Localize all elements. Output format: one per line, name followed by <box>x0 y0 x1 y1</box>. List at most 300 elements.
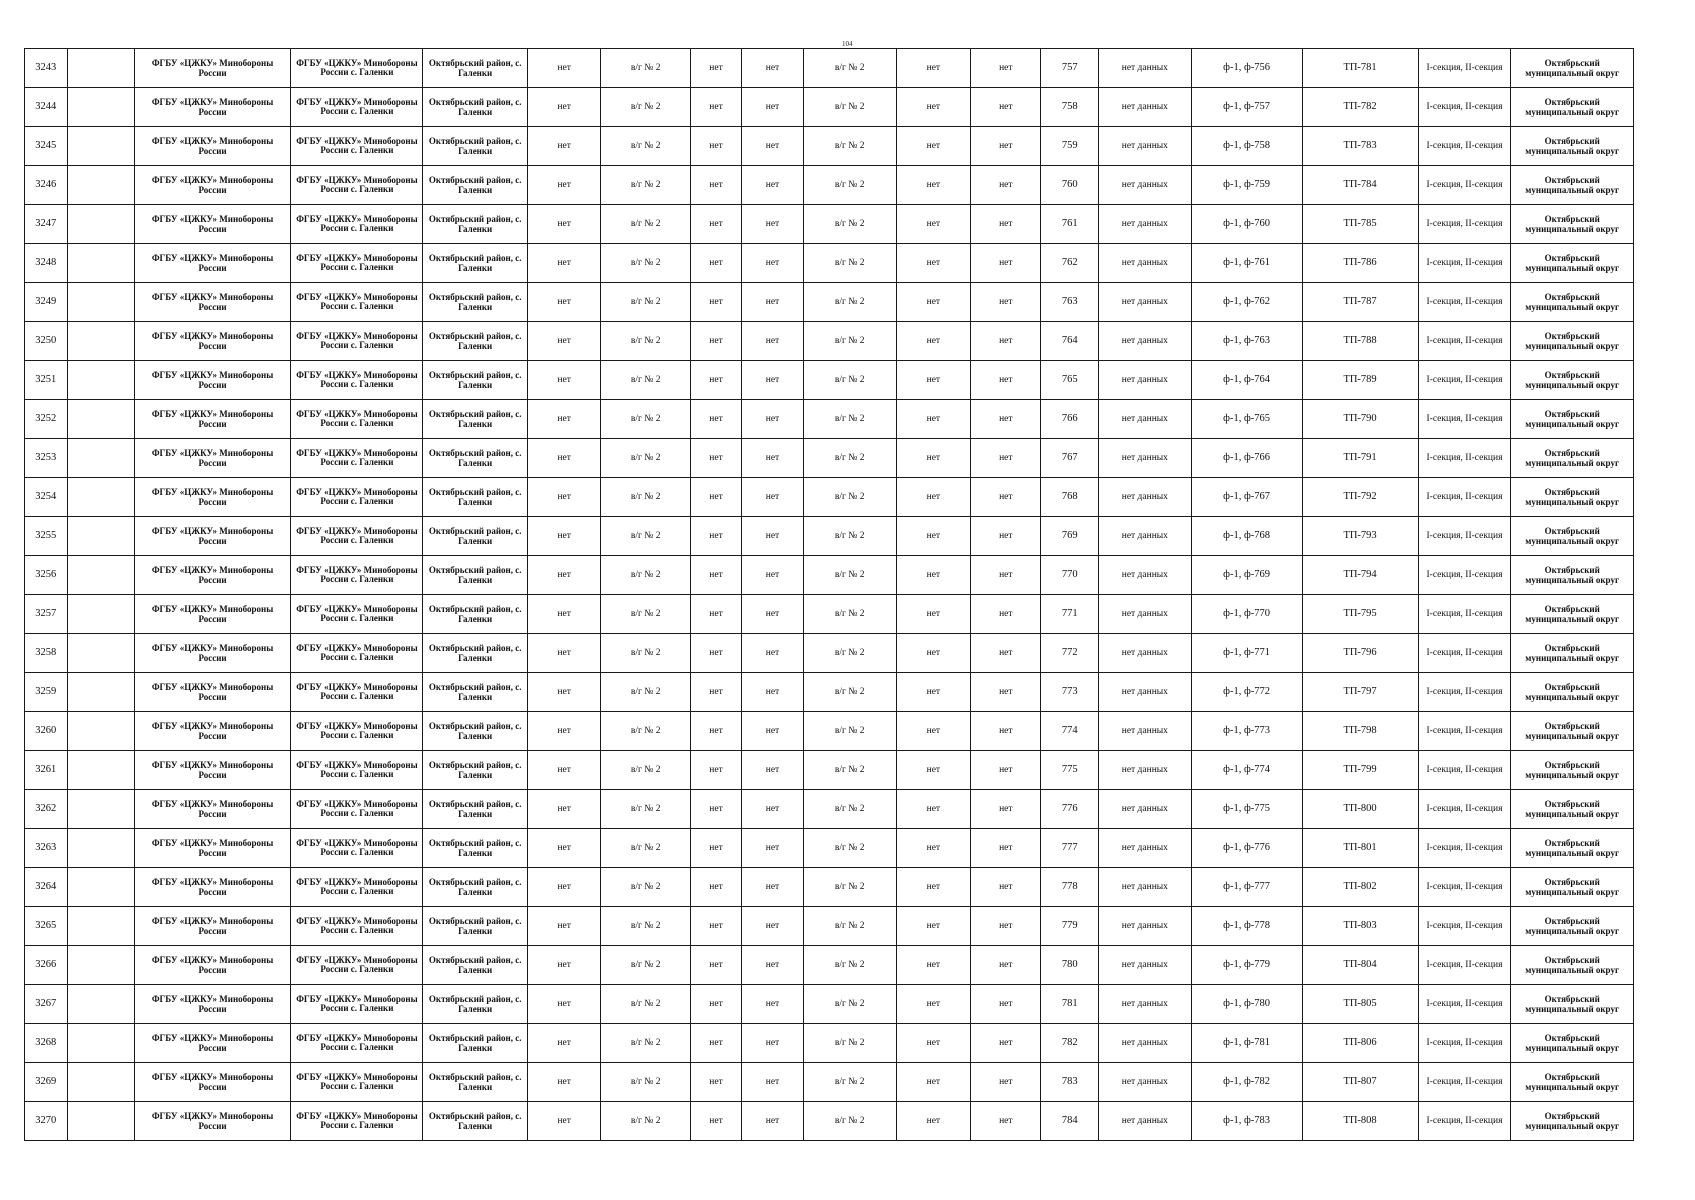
col11-cell: нет <box>971 205 1041 244</box>
col11-cell: нет <box>971 985 1041 1024</box>
address-cell: Октябрьский район, с. Галенки <box>423 478 527 517</box>
row-number: 3244 <box>25 88 68 127</box>
owner-cell: ФГБУ «ЦЖКУ» Минобороны России <box>134 1024 291 1063</box>
substation-cell: ТП-783 <box>1302 127 1418 166</box>
row-number: 3258 <box>25 634 68 673</box>
substation-cell: ТП-788 <box>1302 322 1418 361</box>
row-number: 3261 <box>25 751 68 790</box>
col9-cell: в/г № 2 <box>803 478 896 517</box>
col7-cell: нет <box>690 361 741 400</box>
col9-cell: в/г № 2 <box>803 400 896 439</box>
substation-cell: ТП-797 <box>1302 673 1418 712</box>
col10-cell: нет <box>896 439 971 478</box>
col10-cell: нет <box>896 1024 971 1063</box>
point-number-cell: 780 <box>1041 946 1099 985</box>
col7-cell: нет <box>690 1102 741 1141</box>
table-row <box>25 88 1634 127</box>
substation-cell: ТП-805 <box>1302 985 1418 1024</box>
col10-cell: нет <box>896 595 971 634</box>
table-row <box>25 166 1634 205</box>
col10-cell: нет <box>896 322 971 361</box>
col5-cell: нет <box>527 595 601 634</box>
table-row <box>25 751 1634 790</box>
col8-cell: нет <box>742 790 804 829</box>
feeder-cell: ф-1, ф-768 <box>1191 517 1302 556</box>
empty-cell <box>67 595 134 634</box>
table-row <box>25 439 1634 478</box>
holder-cell: ФГБУ «ЦЖКУ» Минобороны России с. Галенки <box>291 595 423 634</box>
municipal-district-cell: Октябрьский муниципальный округ <box>1511 439 1634 478</box>
municipal-district-cell: Октябрьский муниципальный округ <box>1511 634 1634 673</box>
col6-cell: в/г № 2 <box>601 205 691 244</box>
col11-cell: нет <box>971 829 1041 868</box>
status-cell: нет данных <box>1098 517 1191 556</box>
substation-cell: ТП-796 <box>1302 634 1418 673</box>
sections-cell: I-секция, II-секция <box>1418 478 1511 517</box>
col5-cell: нет <box>527 49 601 88</box>
empty-cell <box>67 127 134 166</box>
col8-cell: нет <box>742 400 804 439</box>
holder-cell: ФГБУ «ЦЖКУ» Минобороны России с. Галенки <box>291 985 423 1024</box>
feeder-cell: ф-1, ф-772 <box>1191 673 1302 712</box>
col5-cell: нет <box>527 517 601 556</box>
point-number-cell: 763 <box>1041 283 1099 322</box>
col11-cell: нет <box>971 244 1041 283</box>
col5-cell: нет <box>527 244 601 283</box>
row-number: 3269 <box>25 1063 68 1102</box>
owner-cell: ФГБУ «ЦЖКУ» Минобороны России <box>134 322 291 361</box>
address-cell: Октябрьский район, с. Галенки <box>423 1024 527 1063</box>
col7-cell: нет <box>690 556 741 595</box>
col6-cell: в/г № 2 <box>601 439 691 478</box>
col7-cell: нет <box>690 712 741 751</box>
table-row <box>25 556 1634 595</box>
col6-cell: в/г № 2 <box>601 634 691 673</box>
address-cell: Октябрьский район, с. Галенки <box>423 907 527 946</box>
col8-cell: нет <box>742 517 804 556</box>
col7-cell: нет <box>690 1063 741 1102</box>
col8-cell: нет <box>742 283 804 322</box>
sections-cell: I-секция, II-секция <box>1418 946 1511 985</box>
col11-cell: нет <box>971 673 1041 712</box>
col9-cell: в/г № 2 <box>803 439 896 478</box>
col9-cell: в/г № 2 <box>803 829 896 868</box>
feeder-cell: ф-1, ф-770 <box>1191 595 1302 634</box>
col11-cell: нет <box>971 907 1041 946</box>
col7-cell: нет <box>690 322 741 361</box>
col8-cell: нет <box>742 127 804 166</box>
col5-cell: нет <box>527 556 601 595</box>
col9-cell: в/г № 2 <box>803 1102 896 1141</box>
status-cell: нет данных <box>1098 88 1191 127</box>
empty-cell <box>67 790 134 829</box>
col9-cell: в/г № 2 <box>803 517 896 556</box>
col7-cell: нет <box>690 478 741 517</box>
row-number: 3249 <box>25 283 68 322</box>
substation-cell: ТП-781 <box>1302 49 1418 88</box>
col9-cell: в/г № 2 <box>803 907 896 946</box>
col9-cell: в/г № 2 <box>803 751 896 790</box>
sections-cell: I-секция, II-секция <box>1418 712 1511 751</box>
row-number: 3266 <box>25 946 68 985</box>
status-cell: нет данных <box>1098 244 1191 283</box>
col10-cell: нет <box>896 127 971 166</box>
col10-cell: нет <box>896 556 971 595</box>
status-cell: нет данных <box>1098 868 1191 907</box>
municipal-district-cell: Октябрьский муниципальный округ <box>1511 400 1634 439</box>
sections-cell: I-секция, II-секция <box>1418 439 1511 478</box>
col10-cell: нет <box>896 712 971 751</box>
col5-cell: нет <box>527 985 601 1024</box>
municipal-district-cell: Октябрьский муниципальный округ <box>1511 517 1634 556</box>
row-number: 3250 <box>25 322 68 361</box>
empty-cell <box>67 556 134 595</box>
col11-cell: нет <box>971 439 1041 478</box>
col10-cell: нет <box>896 829 971 868</box>
col6-cell: в/г № 2 <box>601 556 691 595</box>
row-number: 3256 <box>25 556 68 595</box>
municipal-district-cell: Октябрьский муниципальный округ <box>1511 595 1634 634</box>
col8-cell: нет <box>742 166 804 205</box>
col11-cell: нет <box>971 49 1041 88</box>
empty-cell <box>67 361 134 400</box>
col8-cell: нет <box>742 439 804 478</box>
holder-cell: ФГБУ «ЦЖКУ» Минобороны России с. Галенки <box>291 634 423 673</box>
col7-cell: нет <box>690 790 741 829</box>
row-number: 3255 <box>25 517 68 556</box>
substation-cell: ТП-808 <box>1302 1102 1418 1141</box>
status-cell: нет данных <box>1098 634 1191 673</box>
holder-cell: ФГБУ «ЦЖКУ» Минобороны России с. Галенки <box>291 205 423 244</box>
holder-cell: ФГБУ «ЦЖКУ» Минобороны России с. Галенки <box>291 868 423 907</box>
col5-cell: нет <box>527 1063 601 1102</box>
address-cell: Октябрьский район, с. Галенки <box>423 88 527 127</box>
address-cell: Октябрьский район, с. Галенки <box>423 439 527 478</box>
row-number: 3264 <box>25 868 68 907</box>
substation-cell: ТП-792 <box>1302 478 1418 517</box>
holder-cell: ФГБУ «ЦЖКУ» Минобороны России с. Галенки <box>291 751 423 790</box>
row-number: 3263 <box>25 829 68 868</box>
col9-cell: в/г № 2 <box>803 127 896 166</box>
feeder-cell: ф-1, ф-765 <box>1191 400 1302 439</box>
owner-cell: ФГБУ «ЦЖКУ» Минобороны России <box>134 673 291 712</box>
col5-cell: нет <box>527 478 601 517</box>
municipal-district-cell: Октябрьский муниципальный округ <box>1511 244 1634 283</box>
row-number: 3253 <box>25 439 68 478</box>
holder-cell: ФГБУ «ЦЖКУ» Минобороны России с. Галенки <box>291 49 423 88</box>
col6-cell: в/г № 2 <box>601 127 691 166</box>
col10-cell: нет <box>896 868 971 907</box>
municipal-district-cell: Октябрьский муниципальный округ <box>1511 49 1634 88</box>
municipal-district-cell: Октябрьский муниципальный округ <box>1511 283 1634 322</box>
col8-cell: нет <box>742 556 804 595</box>
substation-cell: ТП-804 <box>1302 946 1418 985</box>
feeder-cell: ф-1, ф-771 <box>1191 634 1302 673</box>
municipal-district-cell: Октябрьский муниципальный округ <box>1511 1102 1634 1141</box>
row-number: 3268 <box>25 1024 68 1063</box>
status-cell: нет данных <box>1098 556 1191 595</box>
point-number-cell: 777 <box>1041 829 1099 868</box>
feeder-cell: ф-1, ф-782 <box>1191 1063 1302 1102</box>
col7-cell: нет <box>690 673 741 712</box>
col6-cell: в/г № 2 <box>601 400 691 439</box>
col5-cell: нет <box>527 361 601 400</box>
col9-cell: в/г № 2 <box>803 673 896 712</box>
point-number-cell: 773 <box>1041 673 1099 712</box>
col10-cell: нет <box>896 244 971 283</box>
sections-cell: I-секция, II-секция <box>1418 556 1511 595</box>
col6-cell: в/г № 2 <box>601 673 691 712</box>
col10-cell: нет <box>896 1063 971 1102</box>
point-number-cell: 764 <box>1041 322 1099 361</box>
col10-cell: нет <box>896 361 971 400</box>
owner-cell: ФГБУ «ЦЖКУ» Минобороны России <box>134 88 291 127</box>
status-cell: нет данных <box>1098 751 1191 790</box>
col10-cell: нет <box>896 517 971 556</box>
col5-cell: нет <box>527 907 601 946</box>
table-row <box>25 868 1634 907</box>
holder-cell: ФГБУ «ЦЖКУ» Минобороны России с. Галенки <box>291 673 423 712</box>
col8-cell: нет <box>742 1102 804 1141</box>
sections-cell: I-секция, II-секция <box>1418 751 1511 790</box>
owner-cell: ФГБУ «ЦЖКУ» Минобороны России <box>134 751 291 790</box>
col7-cell: нет <box>690 829 741 868</box>
row-number: 3260 <box>25 712 68 751</box>
col7-cell: нет <box>690 283 741 322</box>
holder-cell: ФГБУ «ЦЖКУ» Минобороны России с. Галенки <box>291 946 423 985</box>
row-number: 3262 <box>25 790 68 829</box>
col9-cell: в/г № 2 <box>803 244 896 283</box>
sections-cell: I-секция, II-секция <box>1418 49 1511 88</box>
col8-cell: нет <box>742 88 804 127</box>
empty-cell <box>67 1102 134 1141</box>
col5-cell: нет <box>527 712 601 751</box>
point-number-cell: 758 <box>1041 88 1099 127</box>
col6-cell: в/г № 2 <box>601 829 691 868</box>
status-cell: нет данных <box>1098 1063 1191 1102</box>
sections-cell: I-секция, II-секция <box>1418 166 1511 205</box>
sections-cell: I-секция, II-секция <box>1418 907 1511 946</box>
col5-cell: нет <box>527 790 601 829</box>
col5-cell: нет <box>527 1024 601 1063</box>
table-row <box>25 673 1634 712</box>
holder-cell: ФГБУ «ЦЖКУ» Минобороны России с. Галенки <box>291 517 423 556</box>
municipal-district-cell: Октябрьский муниципальный округ <box>1511 478 1634 517</box>
holder-cell: ФГБУ «ЦЖКУ» Минобороны России с. Галенки <box>291 283 423 322</box>
col11-cell: нет <box>971 751 1041 790</box>
feeder-cell: ф-1, ф-779 <box>1191 946 1302 985</box>
address-cell: Октябрьский район, с. Галенки <box>423 1063 527 1102</box>
row-number: 3245 <box>25 127 68 166</box>
holder-cell: ФГБУ «ЦЖКУ» Минобороны России с. Галенки <box>291 400 423 439</box>
col7-cell: нет <box>690 595 741 634</box>
col11-cell: нет <box>971 595 1041 634</box>
substation-cell: ТП-798 <box>1302 712 1418 751</box>
feeder-cell: ф-1, ф-756 <box>1191 49 1302 88</box>
status-cell: нет данных <box>1098 985 1191 1024</box>
municipal-district-cell: Октябрьский муниципальный округ <box>1511 556 1634 595</box>
col6-cell: в/г № 2 <box>601 244 691 283</box>
col6-cell: в/г № 2 <box>601 1102 691 1141</box>
sections-cell: I-секция, II-секция <box>1418 127 1511 166</box>
point-number-cell: 769 <box>1041 517 1099 556</box>
col11-cell: нет <box>971 400 1041 439</box>
point-number-cell: 774 <box>1041 712 1099 751</box>
col9-cell: в/г № 2 <box>803 49 896 88</box>
owner-cell: ФГБУ «ЦЖКУ» Минобороны России <box>134 868 291 907</box>
holder-cell: ФГБУ «ЦЖКУ» Минобороны России с. Галенки <box>291 1024 423 1063</box>
point-number-cell: 779 <box>1041 907 1099 946</box>
empty-cell <box>67 244 134 283</box>
address-cell: Октябрьский район, с. Галенки <box>423 361 527 400</box>
feeder-cell: ф-1, ф-762 <box>1191 283 1302 322</box>
holder-cell: ФГБУ «ЦЖКУ» Минобороны России с. Галенки <box>291 322 423 361</box>
col5-cell: нет <box>527 868 601 907</box>
point-number-cell: 757 <box>1041 49 1099 88</box>
register-table <box>24 48 1634 1141</box>
empty-cell <box>67 868 134 907</box>
holder-cell: ФГБУ «ЦЖКУ» Минобороны России с. Галенки <box>291 127 423 166</box>
status-cell: нет данных <box>1098 283 1191 322</box>
municipal-district-cell: Октябрьский муниципальный округ <box>1511 166 1634 205</box>
status-cell: нет данных <box>1098 595 1191 634</box>
col6-cell: в/г № 2 <box>601 88 691 127</box>
col11-cell: нет <box>971 1102 1041 1141</box>
col8-cell: нет <box>742 1024 804 1063</box>
sections-cell: I-секция, II-секция <box>1418 595 1511 634</box>
table-row <box>25 244 1634 283</box>
address-cell: Октябрьский район, с. Галенки <box>423 205 527 244</box>
status-cell: нет данных <box>1098 439 1191 478</box>
empty-cell <box>67 1063 134 1102</box>
feeder-cell: ф-1, ф-778 <box>1191 907 1302 946</box>
table-row <box>25 985 1634 1024</box>
owner-cell: ФГБУ «ЦЖКУ» Минобороны России <box>134 205 291 244</box>
empty-cell <box>67 673 134 712</box>
owner-cell: ФГБУ «ЦЖКУ» Минобороны России <box>134 49 291 88</box>
owner-cell: ФГБУ «ЦЖКУ» Минобороны России <box>134 439 291 478</box>
feeder-cell: ф-1, ф-775 <box>1191 790 1302 829</box>
col11-cell: нет <box>971 946 1041 985</box>
substation-cell: ТП-801 <box>1302 829 1418 868</box>
col11-cell: нет <box>971 1063 1041 1102</box>
col11-cell: нет <box>971 283 1041 322</box>
address-cell: Октябрьский район, с. Галенки <box>423 634 527 673</box>
table-row <box>25 478 1634 517</box>
municipal-district-cell: Октябрьский муниципальный округ <box>1511 361 1634 400</box>
holder-cell: ФГБУ «ЦЖКУ» Минобороны России с. Галенки <box>291 712 423 751</box>
sections-cell: I-секция, II-секция <box>1418 205 1511 244</box>
col10-cell: нет <box>896 49 971 88</box>
status-cell: нет данных <box>1098 400 1191 439</box>
row-number: 3243 <box>25 49 68 88</box>
table-row <box>25 712 1634 751</box>
col5-cell: нет <box>527 946 601 985</box>
status-cell: нет данных <box>1098 946 1191 985</box>
col9-cell: в/г № 2 <box>803 868 896 907</box>
point-number-cell: 768 <box>1041 478 1099 517</box>
sections-cell: I-секция, II-секция <box>1418 400 1511 439</box>
col9-cell: в/г № 2 <box>803 283 896 322</box>
empty-cell <box>67 478 134 517</box>
col6-cell: в/г № 2 <box>601 1024 691 1063</box>
row-number: 3246 <box>25 166 68 205</box>
col8-cell: нет <box>742 49 804 88</box>
substation-cell: ТП-800 <box>1302 790 1418 829</box>
col6-cell: в/г № 2 <box>601 790 691 829</box>
col9-cell: в/г № 2 <box>803 985 896 1024</box>
point-number-cell: 762 <box>1041 244 1099 283</box>
sections-cell: I-секция, II-секция <box>1418 517 1511 556</box>
col6-cell: в/г № 2 <box>601 907 691 946</box>
col11-cell: нет <box>971 712 1041 751</box>
point-number-cell: 759 <box>1041 127 1099 166</box>
row-number: 3267 <box>25 985 68 1024</box>
substation-cell: ТП-793 <box>1302 517 1418 556</box>
point-number-cell: 772 <box>1041 634 1099 673</box>
address-cell: Октябрьский район, с. Галенки <box>423 517 527 556</box>
address-cell: Октябрьский район, с. Галенки <box>423 556 527 595</box>
col10-cell: нет <box>896 946 971 985</box>
col8-cell: нет <box>742 1063 804 1102</box>
row-number: 3248 <box>25 244 68 283</box>
feeder-cell: ф-1, ф-763 <box>1191 322 1302 361</box>
col11-cell: нет <box>971 127 1041 166</box>
address-cell: Октябрьский район, с. Галенки <box>423 400 527 439</box>
col8-cell: нет <box>742 205 804 244</box>
status-cell: нет данных <box>1098 361 1191 400</box>
row-number: 3251 <box>25 361 68 400</box>
point-number-cell: 765 <box>1041 361 1099 400</box>
col7-cell: нет <box>690 907 741 946</box>
table-row <box>25 790 1634 829</box>
empty-cell <box>67 400 134 439</box>
col9-cell: в/г № 2 <box>803 361 896 400</box>
address-cell: Октябрьский район, с. Галенки <box>423 127 527 166</box>
col6-cell: в/г № 2 <box>601 166 691 205</box>
empty-cell <box>67 49 134 88</box>
empty-cell <box>67 205 134 244</box>
empty-cell <box>67 634 134 673</box>
col10-cell: нет <box>896 283 971 322</box>
col11-cell: нет <box>971 1024 1041 1063</box>
col10-cell: нет <box>896 673 971 712</box>
address-cell: Октябрьский район, с. Галенки <box>423 946 527 985</box>
address-cell: Октябрьский район, с. Галенки <box>423 595 527 634</box>
status-cell: нет данных <box>1098 166 1191 205</box>
substation-cell: ТП-802 <box>1302 868 1418 907</box>
holder-cell: ФГБУ «ЦЖКУ» Минобороны России с. Галенки <box>291 244 423 283</box>
empty-cell <box>67 751 134 790</box>
table-row <box>25 1063 1634 1102</box>
sections-cell: I-секция, II-секция <box>1418 1102 1511 1141</box>
substation-cell: ТП-784 <box>1302 166 1418 205</box>
table-row <box>25 400 1634 439</box>
holder-cell: ФГБУ «ЦЖКУ» Минобороны России с. Галенки <box>291 829 423 868</box>
col10-cell: нет <box>896 634 971 673</box>
col6-cell: в/г № 2 <box>601 712 691 751</box>
feeder-cell: ф-1, ф-761 <box>1191 244 1302 283</box>
row-number: 3265 <box>25 907 68 946</box>
row-number: 3252 <box>25 400 68 439</box>
col11-cell: нет <box>971 322 1041 361</box>
col5-cell: нет <box>527 673 601 712</box>
address-cell: Октябрьский район, с. Галенки <box>423 673 527 712</box>
col6-cell: в/г № 2 <box>601 751 691 790</box>
point-number-cell: 784 <box>1041 1102 1099 1141</box>
col8-cell: нет <box>742 634 804 673</box>
col9-cell: в/г № 2 <box>803 166 896 205</box>
